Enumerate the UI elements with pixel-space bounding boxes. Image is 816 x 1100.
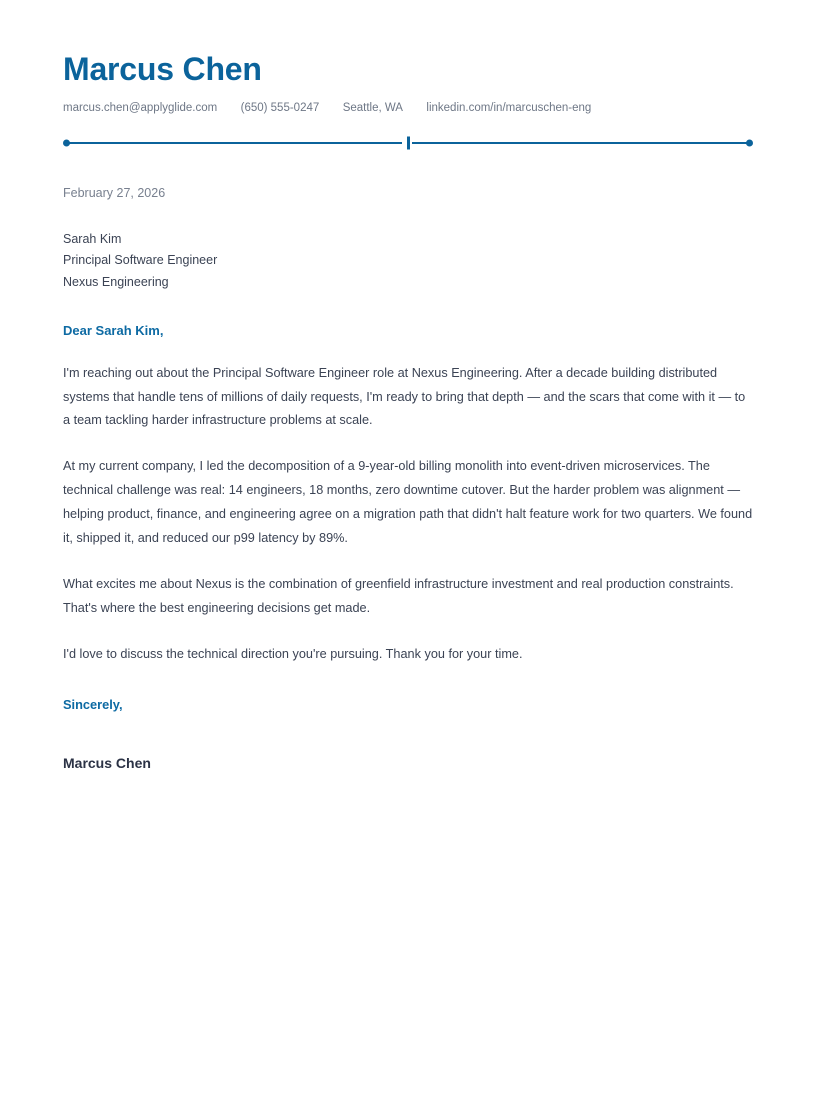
- divider-segment-left: [68, 142, 402, 144]
- contact-phone[interactable]: (650) 555-0247: [240, 101, 320, 114]
- body-paragraph: At my current company, I led the decomposition of a 9-year-old billing monolith into event-driven microservices. The technical challenge was real: 14 engineers, 18 months, zero downtime cutover. But the harder problem was alignment — helping product, finance, and engineering agree on a migration path that didn't halt feature work for two quarters. We found it, shipped it, and reduced our p99 latency by 89%.: [63, 459, 753, 545]
- recipient-company: Nexus Engineering: [63, 274, 169, 289]
- page-title: Marcus Chen: [63, 51, 262, 87]
- letterhead-divider: [63, 135, 753, 151]
- contact-linkedin[interactable]: linkedin.com/in/marcuschen-eng: [426, 101, 592, 114]
- salutation: Dear Sarah Kim,: [63, 323, 164, 339]
- divider-dot-right-icon: [746, 139, 753, 146]
- divider-segment-right: [412, 142, 748, 144]
- contact-line: [63, 100, 753, 116]
- divider-center-tick-icon: [407, 136, 410, 149]
- letter-body: [63, 362, 753, 667]
- body-paragraph: I'd love to discuss the technical direction you're pursuing. Thank you for your time.: [63, 646, 523, 661]
- closing-line: Sincerely,: [63, 697, 123, 713]
- letter-date: February 27, 2026: [63, 185, 166, 200]
- recipient-name: Sarah Kim: [63, 231, 122, 246]
- contact-location: Seattle, WA: [342, 101, 403, 114]
- letterhead: [63, 45, 753, 116]
- contact-email[interactable]: marcus.chen@applyglide.com: [63, 101, 218, 114]
- body-paragraph: I'm reaching out about the Principal Software Engineer role at Nexus Engineering. After a decade building distributed systems that handle tens of millions of daily requests, I'm ready to bring that depth — and the scars that come with it — to a team tackling harder infrastructure problems at scale.: [63, 365, 746, 428]
- signature-name: Marcus Chen: [63, 754, 151, 771]
- recipient-block: [63, 229, 753, 294]
- body-paragraph: What excites me about Nexus is the combination of greenfield infrastructure investment and real production constraints. That's where the best engineering decisions get made.: [63, 576, 734, 615]
- recipient-title: Principal Software Engineer: [63, 253, 218, 268]
